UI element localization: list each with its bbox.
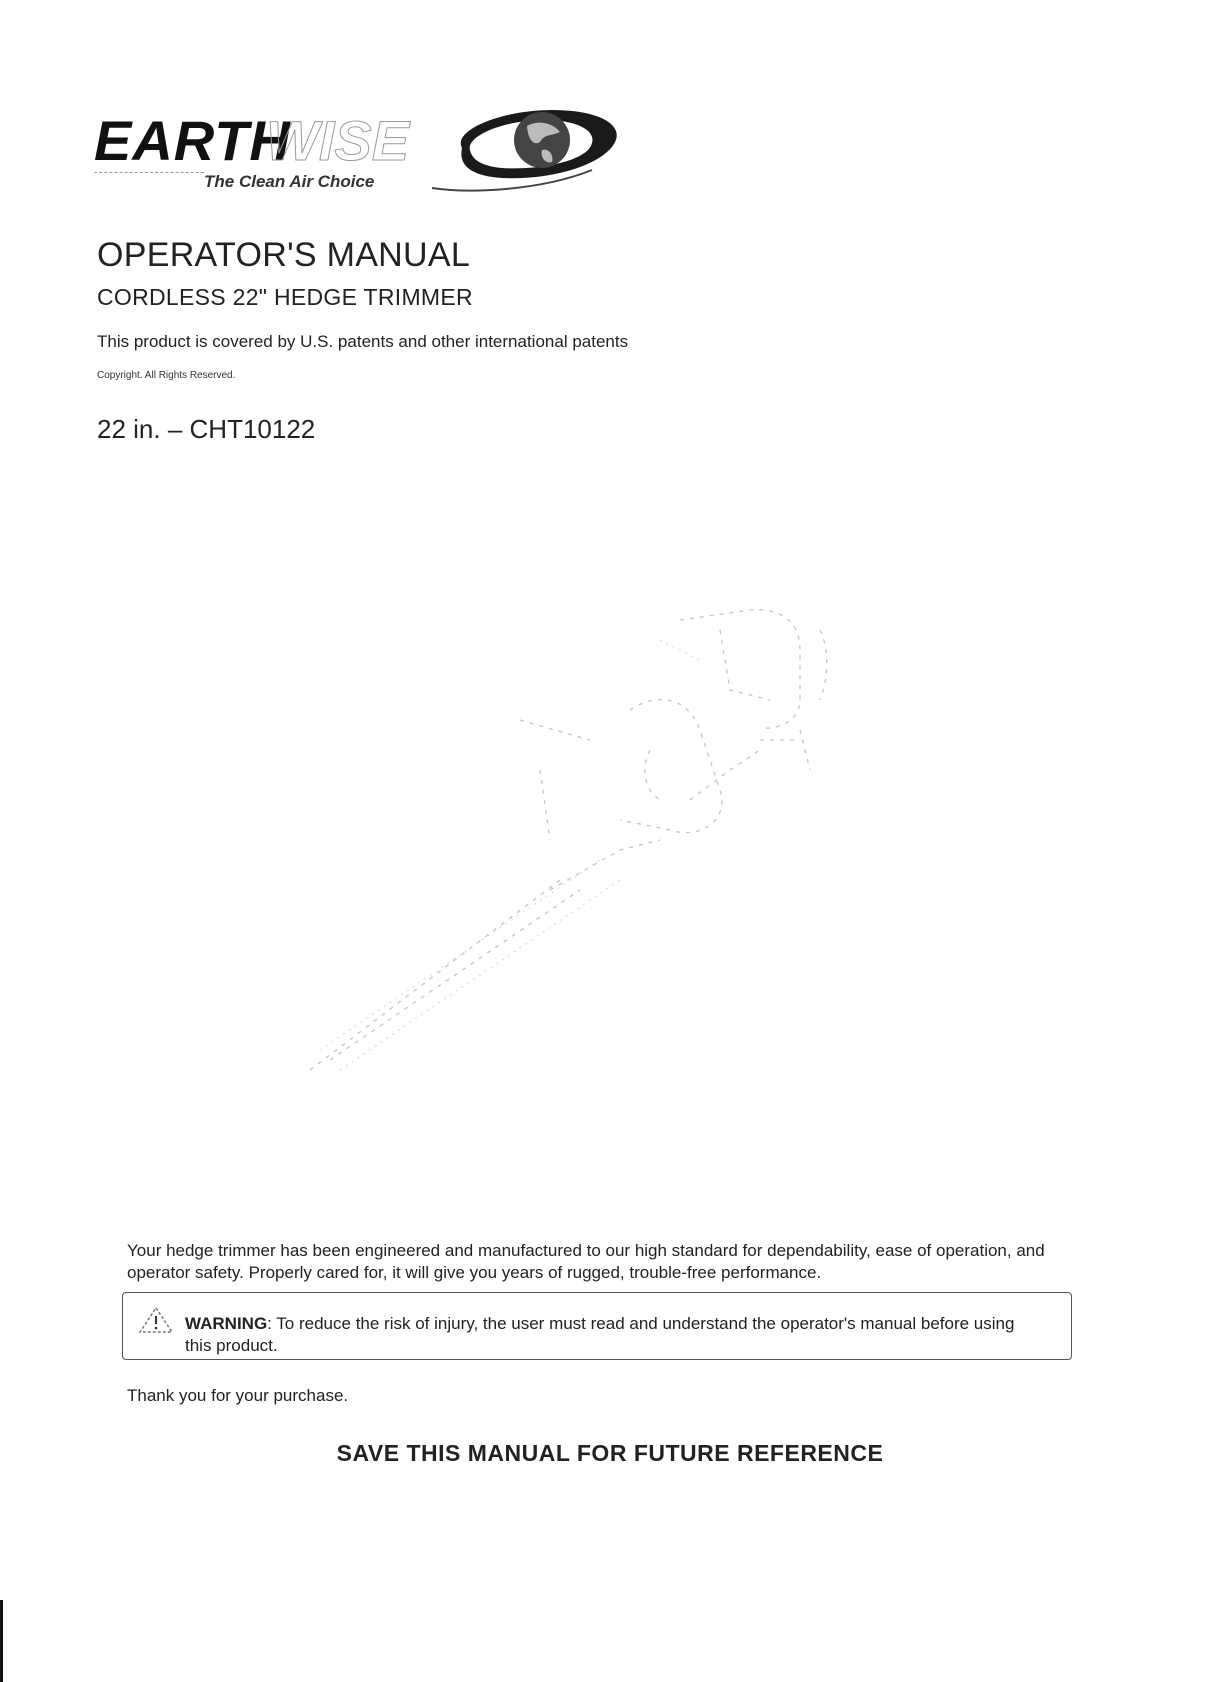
brand-logo <box>92 90 632 210</box>
warning-body: : To reduce the risk of injury, the user must read and understand the operator's manual before using this product. <box>185 1314 1015 1355</box>
model-number: 22 in. – CHT10122 <box>97 414 316 444</box>
warning-label: WARNING <box>185 1314 268 1333</box>
logo-rule <box>94 172 204 173</box>
warning-callout <box>122 1292 1072 1360</box>
intro-paragraph: Your hedge trimmer has been engineered and manufactured to our high standard for dependability, ease of operation, and operator safety. Properly cared for, it will give you years of rugged, trouble-free performance. <box>127 1241 1045 1282</box>
logo-wordmark-wise: WISE <box>266 109 410 172</box>
logo-wordmark-earth: EARTH <box>94 109 291 172</box>
copyright-notice: Copyright. All Rights Reserved. <box>97 370 236 381</box>
hedge-trimmer-illustration <box>300 590 920 1090</box>
warning-message <box>185 1313 1025 1357</box>
logo-tagline: The Clean Air Choice <box>204 172 375 191</box>
save-manual-note: SAVE THIS MANUAL FOR FUTURE REFERENCE <box>336 1440 884 1466</box>
warning-triangle-icon <box>137 1305 175 1335</box>
product-subtitle: CORDLESS 22" HEDGE TRIMMER <box>97 284 473 310</box>
patent-notice: This product is covered by U.S. patents and other international patents <box>97 332 629 351</box>
manual-title: OPERATOR'S MANUAL <box>97 236 471 274</box>
globe-swoosh-icon <box>392 90 632 210</box>
scan-edge-mark <box>0 1600 3 1682</box>
thanks-note: Thank you for your purchase. <box>127 1386 349 1405</box>
